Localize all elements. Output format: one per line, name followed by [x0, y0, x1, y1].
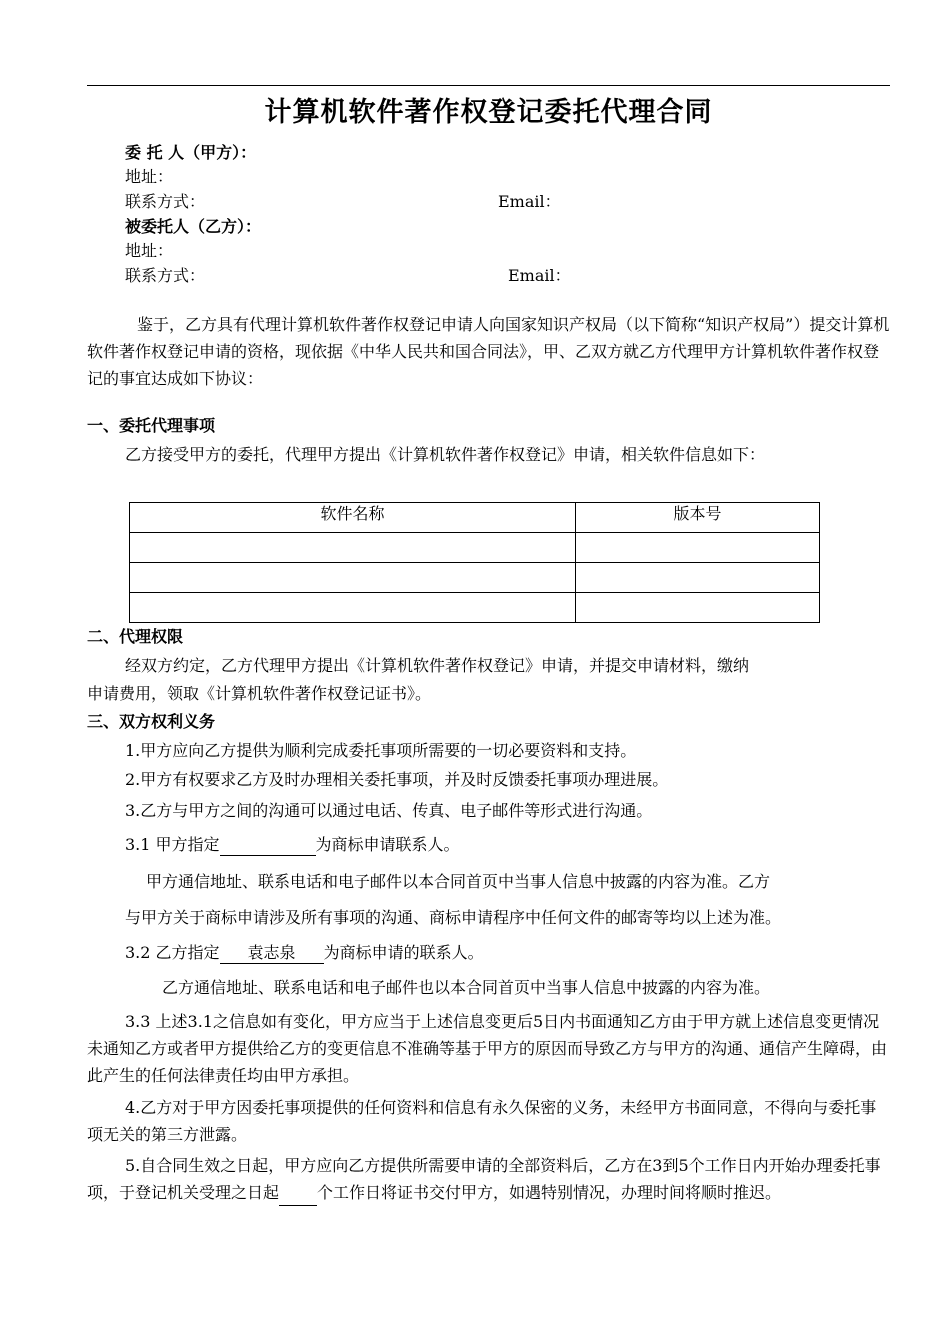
section2-heading: 二、代理权限: [87, 627, 184, 646]
party-a-email-label: Email：: [498, 192, 561, 211]
contact-person-b-name: 袁志泉: [220, 943, 324, 964]
section3-item32: [125, 942, 484, 964]
section2-line1: 经双方约定，乙方代理甲方提出《计算机软件著作权登记》申请，并提交申请材料，缴纳: [125, 656, 750, 675]
table-cell[interactable]: [130, 563, 576, 593]
table-row: [130, 533, 820, 563]
section3-item4: 4.乙方对于甲方因委托事项提供的任何资料和信息有永久保密的义务，未经甲方书面同意，不得向与委托事项无关的第三方泄露。: [87, 1098, 877, 1144]
table-cell[interactable]: [576, 533, 820, 563]
party-a-contact-label: 联系方式：: [125, 192, 206, 211]
party-b-address-label: 地址：: [125, 241, 174, 260]
document-title: 计算机软件著作权登记委托代理合同: [264, 97, 713, 128]
section3-item5: [87, 1152, 892, 1206]
item31-suffix: 为商标申请联系人。: [315, 835, 460, 854]
item32-prefix: 3.2 乙方指定: [125, 943, 220, 962]
section3-heading: 三、双方权利义务: [87, 712, 216, 731]
item5-suffix: 个工作日将证书交付甲方，如遇特别情况，办理时间将顺时推迟。: [317, 1183, 782, 1202]
preamble-paragraph: 鉴于，乙方具有代理计算机软件著作权登记申请人向国家知识产权局（以下简称“知识产权局”）提交计算机软件著作权登记申请的资格，现依据《中华人民共和国合同法》，甲、乙双方就乙方代理甲方计算机软件著作权登记的事宜达成如下协议：: [87, 315, 890, 388]
table-row: [130, 563, 820, 593]
party-b-contact-label: 联系方式：: [125, 266, 206, 285]
header-rule: [87, 85, 890, 86]
table-row: [130, 593, 820, 623]
table-header-row: [130, 503, 820, 533]
table-header-cell: 软件名称: [130, 503, 576, 533]
section1-heading: 一、委托代理事项: [87, 416, 216, 435]
table-cell[interactable]: [576, 593, 820, 623]
section3-item31: [125, 834, 460, 856]
party-a-address-label: 地址：: [125, 167, 174, 186]
party-b-heading: 被委托人（乙方）：: [125, 217, 262, 236]
section3-item31-note2: 与甲方关于商标申请涉及所有事项的沟通、商标申请程序中任何文件的邮寄等均以上述为准。: [125, 908, 782, 927]
software-info-table: [129, 502, 820, 623]
contact-person-a-blank[interactable]: [220, 837, 316, 856]
table-cell[interactable]: [130, 533, 576, 563]
table-cell[interactable]: [576, 563, 820, 593]
item32-suffix: 为商标申请的联系人。: [323, 943, 484, 962]
table-header-cell: 版本号: [576, 503, 820, 533]
section1-text: 乙方接受甲方的委托，代理甲方提出《计算机软件著作权登记》申请，相关软件信息如下：: [125, 445, 766, 464]
section2-line2: 申请费用，领取《计算机软件著作权登记证书》。: [87, 684, 432, 703]
section3-item32-note: 乙方通信地址、联系电话和电子邮件也以本合同首页中当事人信息中披露的内容为准。: [162, 978, 771, 997]
section3-item2: 2.甲方有权要求乙方及时办理相关委托事项，并及时反馈委托事项办理进展。: [125, 770, 669, 789]
table-cell[interactable]: [130, 593, 576, 623]
item5-prefix: 5.自合同生效之日起，甲方应向乙方提供所需要申请的全部资料后，乙方在3到5个工作日内开始办理委托事项，于登记机关受理之日起: [87, 1156, 881, 1202]
item31-prefix: 3.1 甲方指定: [125, 835, 220, 854]
section3-item33: 3.3 上述3.1之信息如有变化，甲方应当于上述信息变更后5日内书面通知乙方由于甲方就上述信息变更情况未通知乙方或者甲方提供给乙方的变更信息不准确等基于甲方的原因而导致乙方与甲方的沟通、通信产生障碍，由此产生的任何法律责任均由甲方承担。: [87, 1012, 888, 1085]
party-b-email-label: Email：: [508, 266, 571, 285]
section3-item31-note1: 甲方通信地址、联系电话和电子邮件以本合同首页中当事人信息中披露的内容为准。乙方: [146, 872, 771, 891]
delivery-days-blank[interactable]: [279, 1187, 317, 1206]
party-a-heading: 委 托 人（甲方）：: [125, 143, 257, 162]
section3-item1: 1.甲方应向乙方提供为顺利完成委托事项所需要的一切必要资料和支持。: [125, 741, 637, 760]
section3-item3: 3.乙方与甲方之间的沟通可以通过电话、传真、电子邮件等形式进行沟通。: [125, 801, 653, 820]
